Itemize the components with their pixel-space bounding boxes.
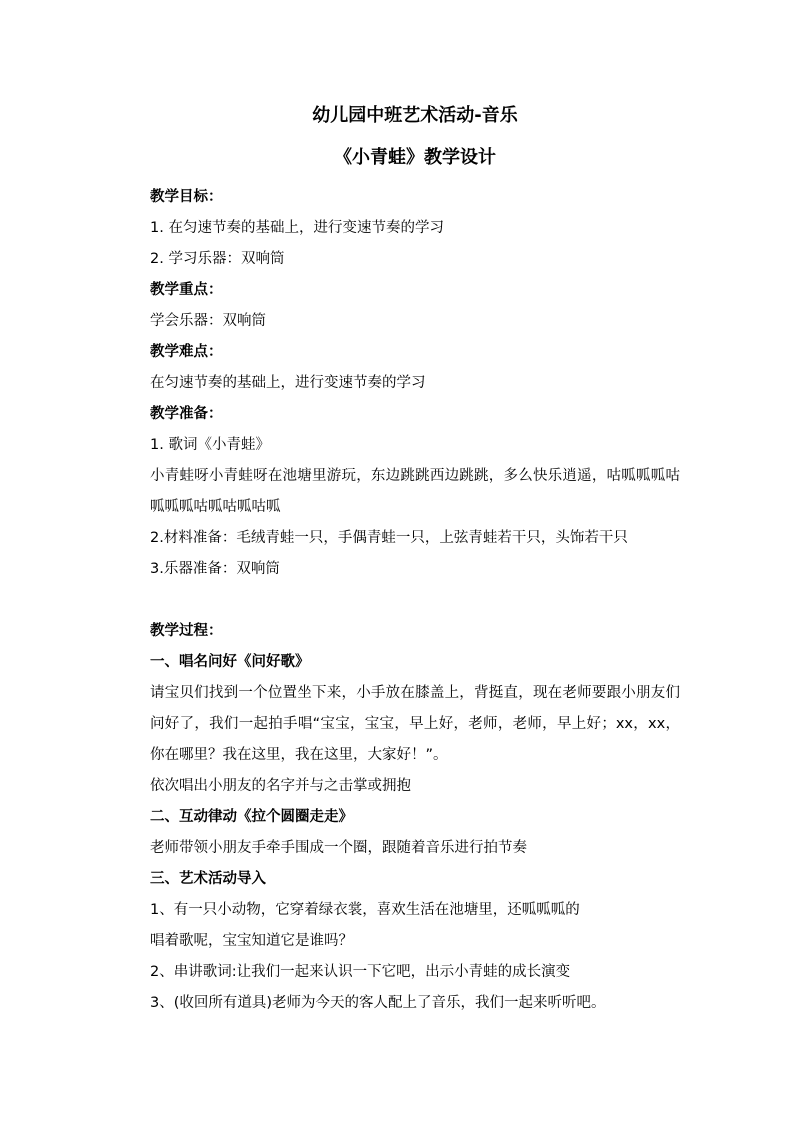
document-title: 幼儿园中班艺术活动-音乐 bbox=[312, 105, 518, 126]
blank-line bbox=[150, 585, 680, 616]
preparation-heading: 教学准备： bbox=[150, 406, 223, 422]
process-heading: 教学过程： bbox=[150, 623, 223, 639]
goal-item: 1. 在匀速节奏的基础上，进行变速节奏的学习 bbox=[150, 220, 444, 236]
difficulties-text: 在匀速节奏的基础上，进行变速节奏的学习 bbox=[150, 375, 426, 391]
materials-text: 2.材料准备：毛绒青蛙一只，手偶青蛙一只，上弦青蛙若干只，头饰若干只 bbox=[150, 530, 628, 546]
section3-title: 三、艺术活动导入 bbox=[150, 871, 266, 887]
difficulties-heading: 教学难点： bbox=[150, 344, 223, 360]
instruments-text: 3.乐器准备：双响筒 bbox=[150, 561, 280, 577]
key-points-heading: 教学重点： bbox=[150, 282, 223, 298]
section3-item3: 3、(收回所有道具)老师为今天的客人配上了音乐，我们一起来听听吧。 bbox=[150, 995, 606, 1011]
lyrics-label: 1. 歌词《小青蛙》 bbox=[150, 437, 270, 453]
goal-item: 2. 学习乐器：双响筒 bbox=[150, 251, 285, 267]
section1-text: 请宝贝们找到一个位置坐下来，小手放在膝盖上，背挺直，现在老师要跟小朋友们问好了，我们一起拍手唱“宝宝，宝宝，早上好，老师，老师，早上好；xx，xx，你在哪里？我在这里，我在这里，大家好！”。 bbox=[150, 685, 680, 763]
document-body bbox=[150, 100, 680, 1019]
section2-text: 老师带领小朋友手牵手围成一个圈，跟随着音乐进行拍节奏 bbox=[150, 840, 527, 856]
section1-title: 一、唱名问好《问好歌》 bbox=[150, 654, 310, 670]
key-points-text: 学会乐器：双响筒 bbox=[150, 313, 266, 329]
section1-note: 依次唱出小朋友的名字并与之击掌或拥抱 bbox=[150, 778, 411, 794]
section2-title: 二、互动律动《拉个圆圈走走》 bbox=[150, 809, 353, 825]
lyrics-text: 小青蛙呀小青蛙呀在池塘里游玩，东边跳跳西边跳跳，多么快乐逍遥，咕呱呱呱咕呱呱呱咕呱咕呱咕呱 bbox=[150, 468, 680, 515]
section3-item1-line1: 1、有一只小动物，它穿着绿衣裳，喜欢生活在池塘里，还呱呱呱的 bbox=[150, 902, 580, 918]
section3-item2: 2、串讲歌词:让我们一起来认识一下它吧，出示小青蛙的成长演变 bbox=[150, 964, 571, 980]
document-subtitle: 《小青蛙》教学设计 bbox=[334, 147, 496, 168]
section3-item1-line2: 唱着歌呢，宝宝知道它是谁吗？ bbox=[150, 933, 353, 949]
goals-heading: 教学目标： bbox=[150, 189, 223, 205]
